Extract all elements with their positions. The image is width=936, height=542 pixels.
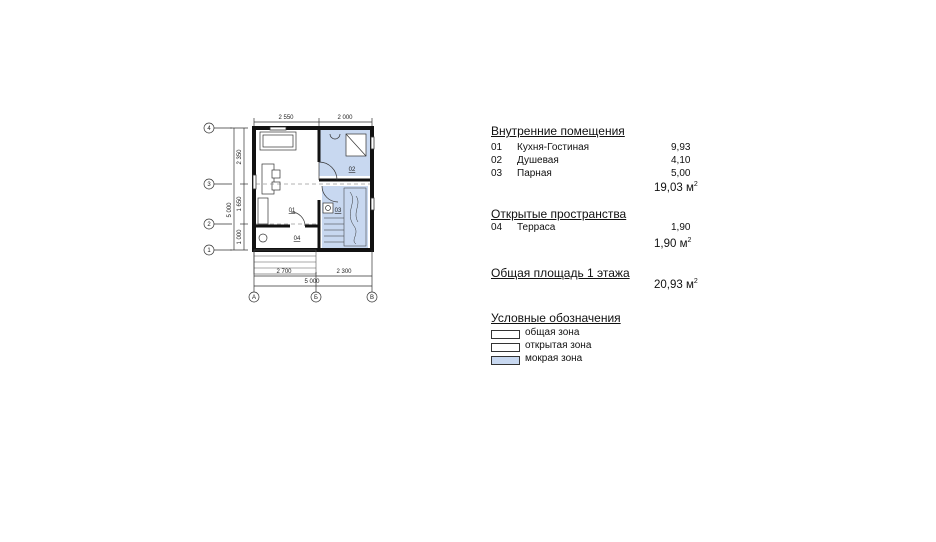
sofa xyxy=(260,132,296,150)
room-tag-02: 02 xyxy=(348,167,356,173)
room-area: 1,90 xyxy=(671,222,691,233)
swatch-open xyxy=(491,343,520,352)
dim-left-3: 1 000 xyxy=(237,229,243,245)
dim-bottom-2: 2 300 xyxy=(336,269,352,275)
room-name: Парная xyxy=(517,168,552,179)
zones-title: Условные обозначения xyxy=(491,311,621,325)
room-area: 4,10 xyxy=(671,155,691,166)
axis-col-b: Б xyxy=(314,295,318,301)
dim-bottom-1: 2 700 xyxy=(276,269,292,275)
axis-row-1: 1 xyxy=(207,248,211,254)
interior-title: Внутренние помещения xyxy=(491,124,625,138)
room-num: 03 xyxy=(491,168,503,179)
dim-left-2: 1 650 xyxy=(237,196,243,212)
zone-label: открытая зона xyxy=(525,340,592,351)
room-name: Терраса xyxy=(517,222,556,233)
dim-left-total: 5 000 xyxy=(227,202,233,218)
room-num: 02 xyxy=(491,155,503,166)
interior-total-unit: 2 xyxy=(693,181,698,188)
interior-total xyxy=(654,181,698,194)
dining-table xyxy=(262,164,280,194)
open-total-value: 1,90 м xyxy=(654,238,688,250)
axis-col-v: В xyxy=(369,295,375,301)
room-num: 04 xyxy=(491,222,503,233)
swatch-common xyxy=(491,330,520,339)
zone-label: общая зона xyxy=(525,327,580,338)
room-num: 01 xyxy=(491,142,503,153)
kitchen-counter xyxy=(258,198,268,242)
interior-total-value: 19,03 м xyxy=(654,182,694,194)
column-axes xyxy=(249,292,377,302)
room-name: Кухня-Гостиная xyxy=(517,142,590,153)
dim-bottom-total: 5 000 xyxy=(304,279,320,285)
zone-label: мокрая зона xyxy=(525,353,583,364)
axis-col-a: А xyxy=(251,295,257,301)
sauna-stove xyxy=(323,203,333,213)
axis-row-3: 3 xyxy=(207,182,211,188)
room-area: 9,93 xyxy=(671,142,691,153)
floor-total xyxy=(654,278,698,291)
room-name: Душевая xyxy=(517,155,559,166)
dim-top-2: 2 000 xyxy=(337,115,353,121)
open-title: Открытые пространства xyxy=(491,207,627,221)
dim-top-1: 2 550 xyxy=(278,115,294,121)
swatch-wet xyxy=(491,356,520,365)
floor-total-value: 20,93 м xyxy=(654,279,694,291)
room-tag-03: 03 xyxy=(334,208,342,214)
open-total-unit: 2 xyxy=(687,237,692,244)
axis-row-4: 4 xyxy=(207,126,211,132)
room-tag-01: 01 xyxy=(288,208,296,214)
room-tag-04: 04 xyxy=(293,236,301,242)
open-total xyxy=(654,237,691,250)
floor-title: Общая площадь 1 этажа xyxy=(491,266,630,280)
floor-total-unit: 2 xyxy=(693,278,698,285)
dim-left-1: 2 350 xyxy=(237,149,243,165)
room-area: 5,00 xyxy=(671,168,691,179)
axis-row-2: 2 xyxy=(207,222,211,228)
row-axes xyxy=(204,123,232,255)
wet-zone-steam xyxy=(322,186,368,248)
